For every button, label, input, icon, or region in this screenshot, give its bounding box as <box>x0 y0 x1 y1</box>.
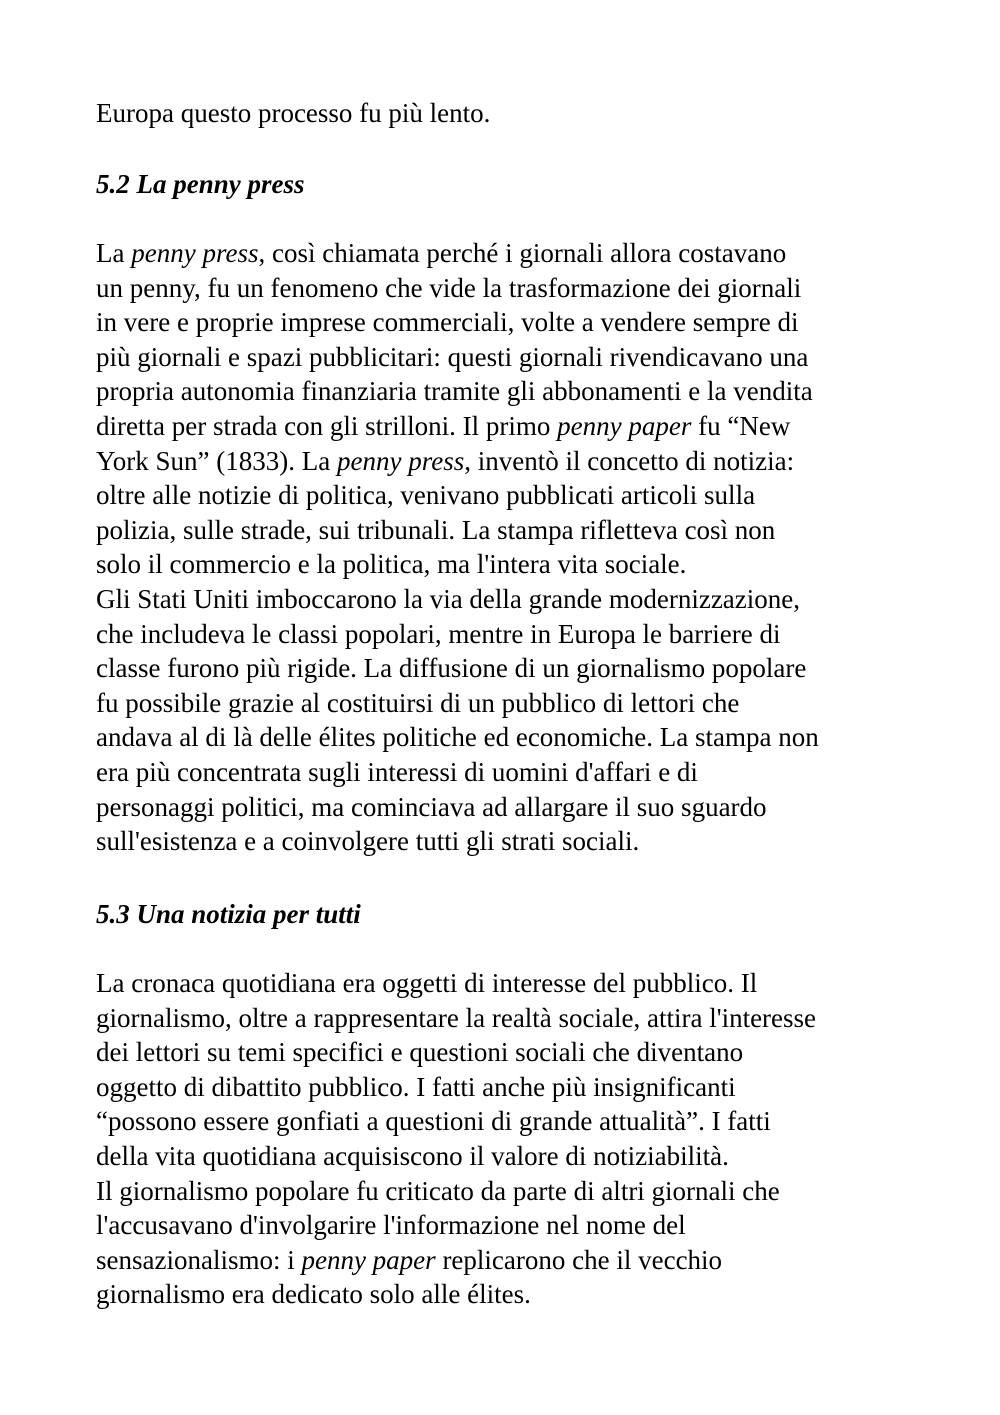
text-line <box>96 617 780 652</box>
text-line <box>96 1070 736 1105</box>
text-run: , così chiamata perché i giornali allora costavano <box>258 238 787 268</box>
text-run: replicarono che il vecchio <box>435 1244 723 1275</box>
text-line <box>96 444 794 479</box>
italic-term: penny press <box>337 445 465 476</box>
text-run: sensazionalismo: i <box>96 1244 302 1275</box>
text-run: fu possibile grazie al costituirsi di un pubblico di lettori che <box>96 687 740 718</box>
section-heading-5-3: 5.3 Una notizia per tutti <box>96 899 361 929</box>
text-line <box>96 824 639 859</box>
text-line <box>96 1277 531 1312</box>
text-line <box>96 966 757 1001</box>
italic-term: penny press <box>131 238 259 268</box>
text-run: La <box>96 238 132 268</box>
text-run: che includeva le classi popolari, mentre in Europa le barriere di <box>96 618 781 649</box>
text-run: diretta per strada con gli strilloni. Il primo <box>96 411 558 441</box>
text-run: dei lettori su temi specifici e questioni sociali che diventano <box>96 1037 744 1068</box>
text-line <box>96 305 798 340</box>
text-line <box>96 1139 729 1174</box>
text-line <box>96 271 801 306</box>
opening-line: Europa questo processo fu più lento. <box>96 98 491 128</box>
text-run: solo il commercio e la politica, ma l'intera vita sociale. <box>96 549 687 580</box>
text-run: fu “New <box>691 411 791 441</box>
text-run: La cronaca quotidiana era oggetti di interesse del pubblico. Il <box>96 968 758 998</box>
text-run: “possono essere gonfiati a questioni di grande attualità”. I fatti <box>96 1106 771 1137</box>
text-run: York Sun” (1833). La <box>96 445 337 476</box>
text-line <box>96 1243 722 1278</box>
italic-term: penny paper <box>557 411 692 441</box>
text-line <box>96 374 813 409</box>
text-run: Il giornalismo popolare fu criticato da parte di altri giornali che <box>96 1175 780 1206</box>
text-run: era più concentrata sugli interessi di uomini d'affari e di <box>96 757 698 787</box>
text-run: , inventò il concetto di notizia: <box>464 445 795 476</box>
text-line <box>96 755 698 790</box>
text-line <box>96 1104 771 1139</box>
text-line <box>96 340 808 375</box>
text-line <box>96 547 686 582</box>
text-run: propria autonomia finanziaria tramite gli abbonamenti e la vendita <box>96 376 813 407</box>
text-run: sull'esistenza e a coinvolgere tutti gli strati sociali. <box>96 826 640 857</box>
text-line <box>96 513 775 548</box>
text-line <box>96 686 739 721</box>
text-line <box>96 1174 780 1209</box>
text-run: più giornali e spazi pubblicitari: questi giornali rivendicavano una <box>96 341 809 372</box>
text-run: oggetto di dibattito pubblico. I fatti anche più insignificanti <box>96 1071 736 1102</box>
text-run: oltre alle notizie di politica, venivano pubblicati articoli sulla <box>96 480 756 511</box>
text-line <box>96 478 755 513</box>
text-line <box>96 409 790 444</box>
text-line <box>96 236 786 271</box>
text-run: classe furono più rigide. La diffusione di un giornalismo popolare <box>96 653 807 684</box>
text-run: Gli Stati Uniti imboccarono la via della grande modernizzazione, <box>96 584 801 614</box>
text-line <box>96 1035 743 1070</box>
text-line <box>96 720 819 755</box>
text-run: personaggi politici, ma cominciava ad allargare il suo sguardo <box>96 791 767 822</box>
text-run: giornalismo, oltre a rappresentare la realtà sociale, attira l'interesse <box>96 1002 817 1033</box>
text-run: polizia, sulle strade, sui tribunali. La stampa rifletteva così non <box>96 514 776 545</box>
italic-term: penny paper <box>301 1244 436 1275</box>
text-run: della vita quotidiana acquisiscono il valore di notiziabilità. <box>96 1141 729 1171</box>
text-run: in vere e proprie imprese commerciali, volte a vendere sempre di <box>96 307 799 338</box>
text-run: giornalismo era dedicato solo alle élites. <box>96 1279 531 1310</box>
text-run: l'accusavano d'involgarire l'informazione nel nome del <box>96 1210 686 1241</box>
text-line <box>96 1208 686 1243</box>
text-line <box>96 582 800 617</box>
text-line <box>96 790 767 825</box>
text-run: andava al di là delle élites politiche ed economiche. La stampa non <box>96 722 819 753</box>
text-line <box>96 1001 816 1036</box>
section-heading-5-2: 5.2 La penny press <box>96 169 305 199</box>
text-line <box>96 651 806 686</box>
text-run: un penny, fu un fenomeno che vide la trasformazione dei giornali <box>96 272 802 303</box>
